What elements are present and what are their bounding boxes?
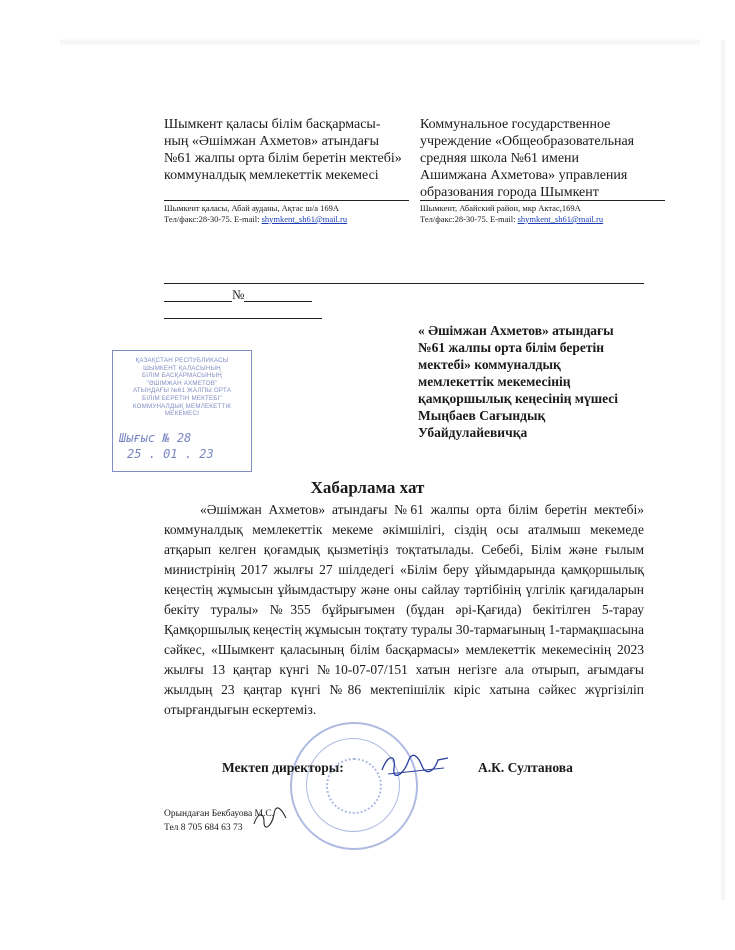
letterhead-line: образования города Шымкент (420, 185, 599, 200)
email-link[interactable]: shymkent_sh61@mail.ru (517, 214, 604, 224)
letterhead-kazakh (164, 116, 414, 184)
stamp-date: 25 . 01 . 23 (127, 447, 214, 461)
body-paragraph: «Әшімжан Ахметов» атындағы №61 жалпы орта білім беретін мектебі» коммуналдық мемлекеттік мекеме әкімшілігі, сіздің осы аталмыш мекемеде атқарып келген қоғамдық қызметіңіз тоқтатылады. Себебі, Білім және ғылым министрінің 2017 жылғы 27 шілдедегі «Білім беру ұйымдарында қамқоршылық кеңестің жұмысын ұйымдастыру және оны сайлау тәртібінің үлгілік қағидаларын бекіту туралы» №355 бұйрығымен (бұдан әрі-Қағида) бекітілген 5-тарау Қамқоршылық кеңестің жұмысын тоқтату туралы 30-тармағының 1-тармақшасына сәйкес, «Шымкент қаласының білім басқармасы» мемлекеттік мекемесінің 2023 жылғы 13 қаңтар күнгі №10-07-07/151 хатын негізге ала отырып, ағымдағы жылдың 23 қаңтар күнгі №86 мектепішілік кіріс хатына сәйкес жүргізіліп отырғандығын ескертеміз. (164, 502, 644, 717)
signatory-name: А.К. Султанова (478, 760, 573, 775)
letterhead-line: Коммунальное государственное (420, 117, 611, 132)
stamp-line: БІЛІМ БАСҚАРМАСЫНЫҢ (142, 372, 222, 380)
stamp-line: ҚАЗАҚСТАН РЕСПУБЛИКАСЫ (135, 357, 229, 364)
letterhead-line: №61 жалпы орта білім беретін мектебі» (164, 151, 402, 166)
letterhead-line: ның «Әшімжан Ахметов» атындағы (164, 134, 379, 149)
addressee-line: Мыңбаев Сағындық (418, 408, 546, 423)
letter-body (164, 500, 644, 720)
letterhead-line: учреждение «Общеобразовательная (420, 134, 635, 149)
address-block-kazakh (164, 203, 347, 225)
letterhead-divider (164, 200, 409, 201)
addressee-line: мемлекеттік мекемесінің (418, 374, 571, 389)
number-sign: № (232, 287, 245, 302)
stamp-line: КОММУНАЛДЫҚ МЕМЛЕКЕТТІК (132, 402, 232, 410)
contact-line (164, 214, 347, 225)
scan-edge-shadow-right (720, 40, 726, 900)
letterhead-line: Ашимжана Ахметова» управления (420, 168, 628, 183)
addressee-line: қамқоршылық кеңесінің мүшесі (418, 391, 619, 406)
letterhead-russian (420, 116, 660, 201)
stamp-line: БІЛІМ БЕРЕТІН МЕКТЕБІ" (142, 394, 222, 402)
executor-phone: Тел 8 705 684 63 73 (164, 823, 243, 833)
official-seal-icon (290, 722, 418, 850)
addressee-line: №61 жалпы орта білім беретін (418, 340, 604, 355)
outgoing-stamp (112, 350, 252, 472)
scan-edge-shadow (60, 38, 700, 46)
stamp-line: ШЫМКЕНТ ҚАЛАСЫНЫҢ (143, 364, 221, 372)
registration-number-line (164, 288, 312, 302)
registration-second-line (164, 318, 322, 319)
email-link[interactable]: shymkent_sh61@mail.ru (261, 214, 348, 224)
document-title: Хабарлама хат (310, 478, 425, 497)
executor-signature-icon (252, 804, 288, 832)
address-block-russian (420, 203, 603, 225)
letterhead-line: Шымкент қаласы білім басқармасы- (164, 117, 381, 132)
addressee-line: Убайдулайевичқа (418, 425, 528, 440)
addressee-block (418, 322, 658, 441)
stamp-number-value: 28 (176, 431, 192, 445)
contact-prefix: Тел/факс:28-30-75. E-mail: (164, 214, 262, 224)
contact-line (420, 214, 603, 225)
addressee-line: « Әшімжан Ахметов» атындағы (418, 323, 614, 338)
letterhead-line: коммуналдық мемлекеттік мекемесі (164, 168, 379, 183)
blank-line (164, 301, 232, 302)
stamp-line: АТЫНДАҒЫ №61 ЖАЛПЫ ОРТА (132, 387, 232, 395)
blank-line (244, 301, 312, 302)
stamp-outgoing-number (119, 431, 192, 445)
signatory-title: Мектеп директоры: (222, 760, 344, 775)
contact-prefix: Тел/факс:28-30-75. E-mail: (420, 214, 518, 224)
letterhead-line: средняя школа №61 имени (420, 151, 580, 166)
addressee-line: мектебі» коммуналдық (418, 357, 561, 372)
address-line: Шымкент, Абайский район, мкр Актас,169А (420, 203, 581, 213)
executor-name: Орындаған Бекбауова М.С. (164, 809, 275, 819)
stamp-line: МЕКЕМЕСІ (164, 410, 200, 418)
handwritten-signature-icon (378, 748, 452, 780)
stamp-text (113, 351, 251, 418)
address-line: Шымкент қаласы, Абай ауданы, Ақтас ш/а 169А (164, 203, 340, 213)
stamp-line: "ӘШІМЖАН АХМЕТОВ" (146, 379, 218, 387)
header-bottom-rule (164, 283, 644, 284)
letterhead-divider (420, 200, 665, 201)
stamp-number-label: Шығыс № (119, 431, 170, 445)
